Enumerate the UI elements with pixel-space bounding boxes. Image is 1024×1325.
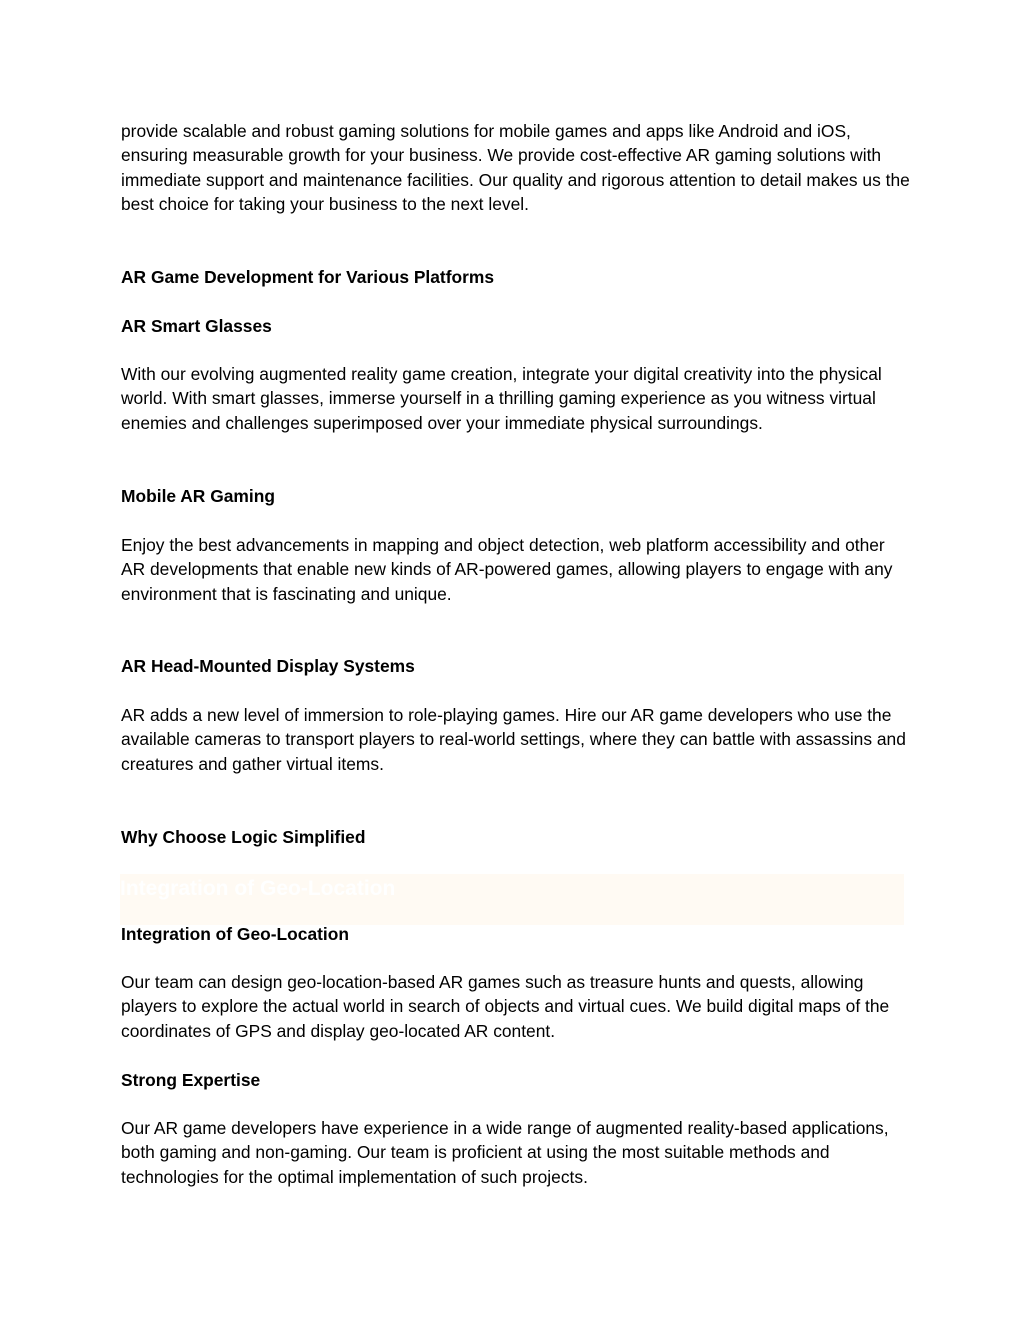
smart-glasses-heading: AR Smart Glasses	[121, 316, 272, 336]
highlight-banner-text: Integration of Geo-Location	[120, 877, 396, 900]
platforms-heading: AR Game Development for Various Platforms	[121, 267, 495, 287]
expertise-paragraph: Our AR game developers have experience in a wide range of augmented reality-based applications, both gaming and non-gaming. Our team is proficient at using the most suitable methods and technologies for the optimal implementation of such projects.	[121, 1118, 889, 1187]
smart-glasses-paragraph: With our evolving augmented reality game creation, integrate your digital creativity into the physical world. With smart glasses, immerse yourself in a thrilling gaming experience as you witness virtual enemies and challenges superimposed over your immediate physical surroundings.	[121, 364, 882, 433]
expertise-heading: Strong Expertise	[121, 1070, 261, 1090]
intro-paragraph: provide scalable and robust gaming solutions for mobile games and apps like Android and iOS, ensuring measurable growth for your business. We provide cost-effective AR gaming solutions with immediate support and maintenance facilities. Our quality and rigorous attention to detail makes us the best choice for taking your business to the next level.	[121, 121, 910, 214]
mobile-gaming-heading: Mobile AR Gaming	[121, 486, 275, 506]
mobile-gaming-paragraph: Enjoy the best advancements in mapping and object detection, web platform accessibility and other AR developments that enable new kinds of AR-powered games, allowing players to engage with any environment that is fascinating and unique.	[121, 535, 893, 604]
why-choose-heading: Why Choose Logic Simplified	[121, 827, 366, 847]
hmd-heading: AR Head-Mounted Display Systems	[121, 656, 415, 676]
geo-location-paragraph: Our team can design geo-location-based AR games such as treasure hunts and quests, allowing players to explore the actual world in search of objects and virtual cues. We build digital maps of the coordinates of GPS and display geo-located AR content.	[121, 972, 890, 1041]
geo-location-heading: Integration of Geo-Location	[121, 924, 349, 944]
highlight-banner	[120, 874, 904, 925]
hmd-paragraph: AR adds a new level of immersion to role-playing games. Hire our AR game developers who use the available cameras to transport players to real-world settings, where they can battle with assassins and creatures and gather virtual items.	[121, 705, 906, 774]
